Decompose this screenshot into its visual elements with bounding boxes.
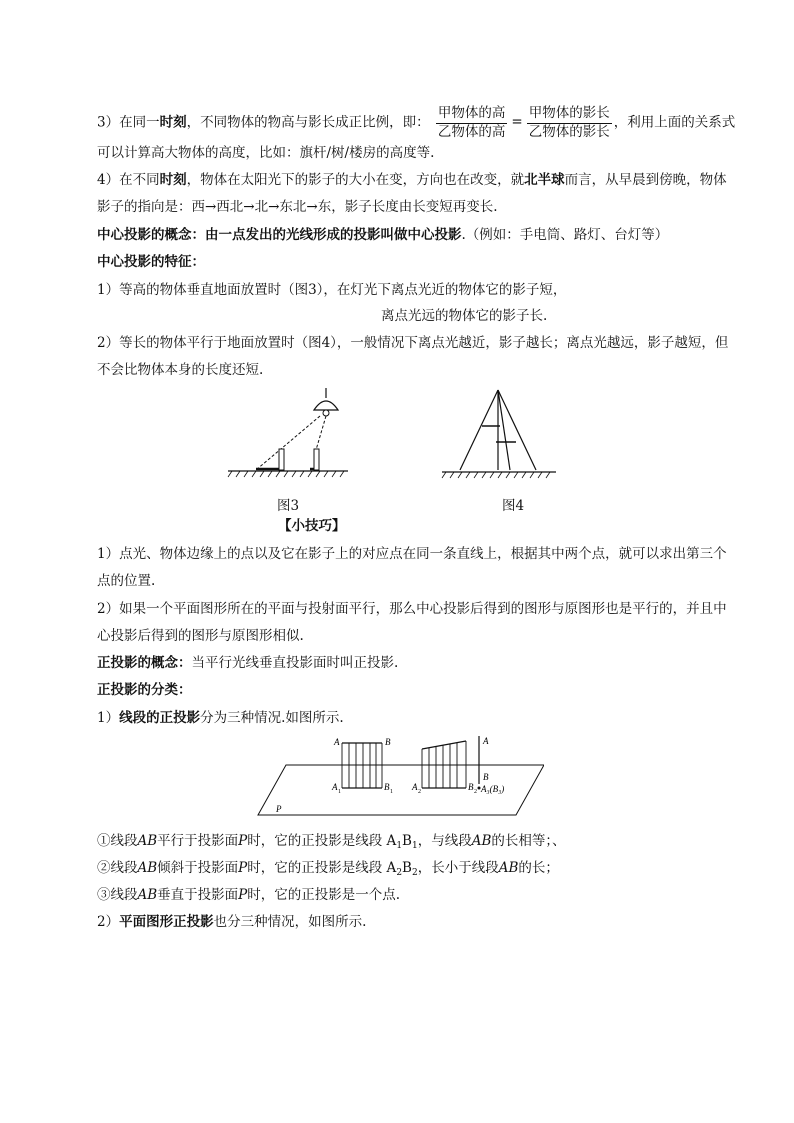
label-A3B3: A₃(B₃)	[481, 784, 505, 794]
central-def	[97, 229, 668, 243]
ground-hatch	[442, 472, 550, 478]
c2-sub-a: 2	[396, 868, 403, 878]
fraction-height-numerator: 甲物体的高	[436, 105, 508, 124]
tips-t2-line2: 心投影后得到的图形与原图形相似.	[97, 628, 304, 644]
c2-mid3: B	[402, 860, 412, 876]
ortho-s1	[97, 712, 344, 726]
p4-bold-hemisphere: 北半球	[524, 172, 565, 188]
c1-var-p: P	[238, 833, 248, 849]
label-B2: B	[468, 782, 474, 792]
p4-line1	[97, 174, 727, 188]
central-f2-line2: 不会比物体本身的长度还短.	[97, 362, 264, 378]
ortho-case-1	[97, 835, 566, 851]
ortho-s2-num: 2）	[97, 914, 120, 930]
tripod-leg-left	[460, 390, 498, 470]
c1-pre: ①线段	[97, 833, 138, 849]
ortho-class-title: 正投影的分类：	[97, 682, 192, 698]
fraction-height	[436, 105, 508, 141]
c3-mid: 垂直于投影面	[157, 887, 239, 903]
lamp-shade	[314, 401, 338, 410]
p4-text-post: 而言，从早晨到傍晚，物体	[564, 172, 727, 188]
p3-text-post: ，利用上面的关系式	[613, 114, 736, 131]
ortho-s1-text: 分为三种情况.如图所示.	[200, 710, 344, 726]
central-f2-line1: 2）等长的物体平行于地面放置时（图4），一般情况下离点光越近，影子越长；离点光越远，影子越短，但	[97, 335, 729, 351]
fraction-height-denominator: 乙物体的高	[437, 123, 506, 140]
figure-3-diagram	[226, 388, 350, 480]
c1-sub-a: 1	[396, 841, 403, 851]
label-B: B	[385, 737, 391, 747]
label-A1: A	[332, 782, 338, 792]
c2-mid2: 时，它的正投影是线段 A	[247, 860, 397, 876]
c2-var-p: P	[238, 860, 248, 876]
label-P: P	[276, 804, 282, 814]
c1-mid: 平行于投影面	[157, 833, 239, 849]
label-A3: A	[483, 736, 489, 746]
label-B3: B	[483, 772, 489, 782]
label-A: A	[334, 737, 340, 747]
light-ray-near	[316, 416, 326, 450]
central-def-text: 由一点发出的光线形成的投影叫做	[205, 227, 408, 243]
ortho-def-title: 正投影的概念：	[97, 655, 192, 671]
c3-pre: ③线段	[97, 887, 138, 903]
segment-ab-inclined	[422, 741, 466, 749]
c2-post-a: ，长小于线段	[417, 860, 499, 876]
figure-4-caption: 图4	[502, 498, 525, 514]
equals-sign: =	[511, 114, 523, 131]
label-B1-sub: 1	[390, 789, 393, 795]
p4-bold-time: 时刻	[159, 172, 187, 188]
p3-text-pre: 3）在同一	[97, 114, 160, 131]
p3-line2: 可以计算高大物体的高度，比如：旗杆/树/楼房的高度等.	[97, 145, 435, 161]
post-near	[314, 449, 319, 470]
ortho-s2-term: 平面图形正投影	[119, 914, 214, 930]
ortho-case-2	[97, 862, 559, 878]
fraction-shadow-numerator: 甲物体的影长	[527, 105, 612, 124]
lamp-bulb	[323, 410, 329, 416]
label-A2: A	[412, 782, 418, 792]
p4-line2: 影子的指向是：西→西北→北→东北→东，影子长度由长变短再变长.	[97, 199, 498, 215]
tips-t1-line1: 1）点光、物体边缘上的点以及它在影子上的对应点在同一条直线上，根据其中两个点，就可以求出第三个	[97, 546, 727, 562]
ortho-case-3	[97, 889, 400, 903]
c1-post-a: ，与线段	[417, 833, 472, 849]
ortho-def-text: 当平行光线垂直投影面时叫正投影.	[191, 655, 399, 671]
c2-mid: 倾斜于投影面	[157, 860, 239, 876]
p3-line1	[97, 105, 735, 141]
p3-text-mid: ，不同物体的物高与影长成正比例，即：	[186, 114, 430, 131]
figure-4-diagram	[438, 386, 560, 480]
c2-sub-b: 2	[411, 868, 418, 878]
central-f1-line2: 离点光远的物体它的影子长.	[381, 308, 548, 324]
tips-t1-line2: 点的位置.	[97, 573, 156, 589]
central-f1-line1: 1）等高的物体垂直地面放置时（图3），在灯光下离点光近的物体它的影子短，	[97, 282, 567, 298]
ground-hatch	[228, 471, 344, 477]
ortho-s1-term: 线段的正投影	[119, 710, 201, 726]
p3-bold-time: 时刻	[159, 114, 187, 131]
ortho-s2	[97, 916, 366, 930]
ortho-s2-text: 也分三种情况，如图所示.	[213, 914, 367, 930]
central-def-title: 中心投影的概念：	[97, 227, 205, 243]
c3-var-p: P	[238, 887, 248, 903]
central-feat-title: 中心投影的特征：	[97, 254, 205, 270]
central-def-term: 中心投影	[407, 227, 462, 243]
c2-pre: ②线段	[97, 860, 138, 876]
label-B2-sub: 2	[474, 789, 477, 795]
ortho-s1-num: 1）	[97, 710, 120, 726]
figure-3-caption: 图3	[277, 498, 300, 514]
post-far	[279, 449, 284, 470]
central-def-examples: .（例如：手电筒、路灯、台灯等）	[461, 227, 669, 243]
label-A2-sub: 2	[418, 789, 421, 795]
c2-var-ab: AB	[137, 860, 158, 876]
fraction-shadow-denominator: 乙物体的影长	[528, 123, 610, 140]
c2-var-ab2: AB	[498, 860, 519, 876]
c1-var-ab2: AB	[471, 833, 492, 849]
segment-projection-diagram	[254, 732, 544, 818]
c2-post-b: 的长；	[518, 860, 559, 876]
c3-post: 时，它的正投影是一个点.	[247, 887, 401, 903]
c3-var-ab: AB	[137, 887, 158, 903]
c1-mid3: B	[402, 833, 412, 849]
light-ray-far	[256, 416, 320, 470]
c1-post-b: 的长相等；、	[491, 833, 566, 849]
tips-t2-line1: 2）如果一个平面图形所在的平面与投射面平行，那么中心投影后得到的图形与原图形也是平行的，并且中	[97, 601, 727, 617]
tips-title: 【小技巧】	[278, 518, 346, 534]
c1-sub-b: 1	[411, 841, 418, 851]
c1-var-ab: AB	[137, 833, 158, 849]
label-B1: B	[384, 782, 390, 792]
label-A1-sub: 1	[338, 789, 341, 795]
fraction-shadow	[527, 105, 612, 141]
p4-text-mid: ，物体在太阳光下的影子的大小在变，方向也在改变，就	[186, 172, 525, 188]
c1-mid2: 时，它的正投影是线段 A	[247, 833, 397, 849]
ortho-def	[97, 657, 398, 671]
p4-text-pre: 4）在不同	[97, 172, 160, 188]
